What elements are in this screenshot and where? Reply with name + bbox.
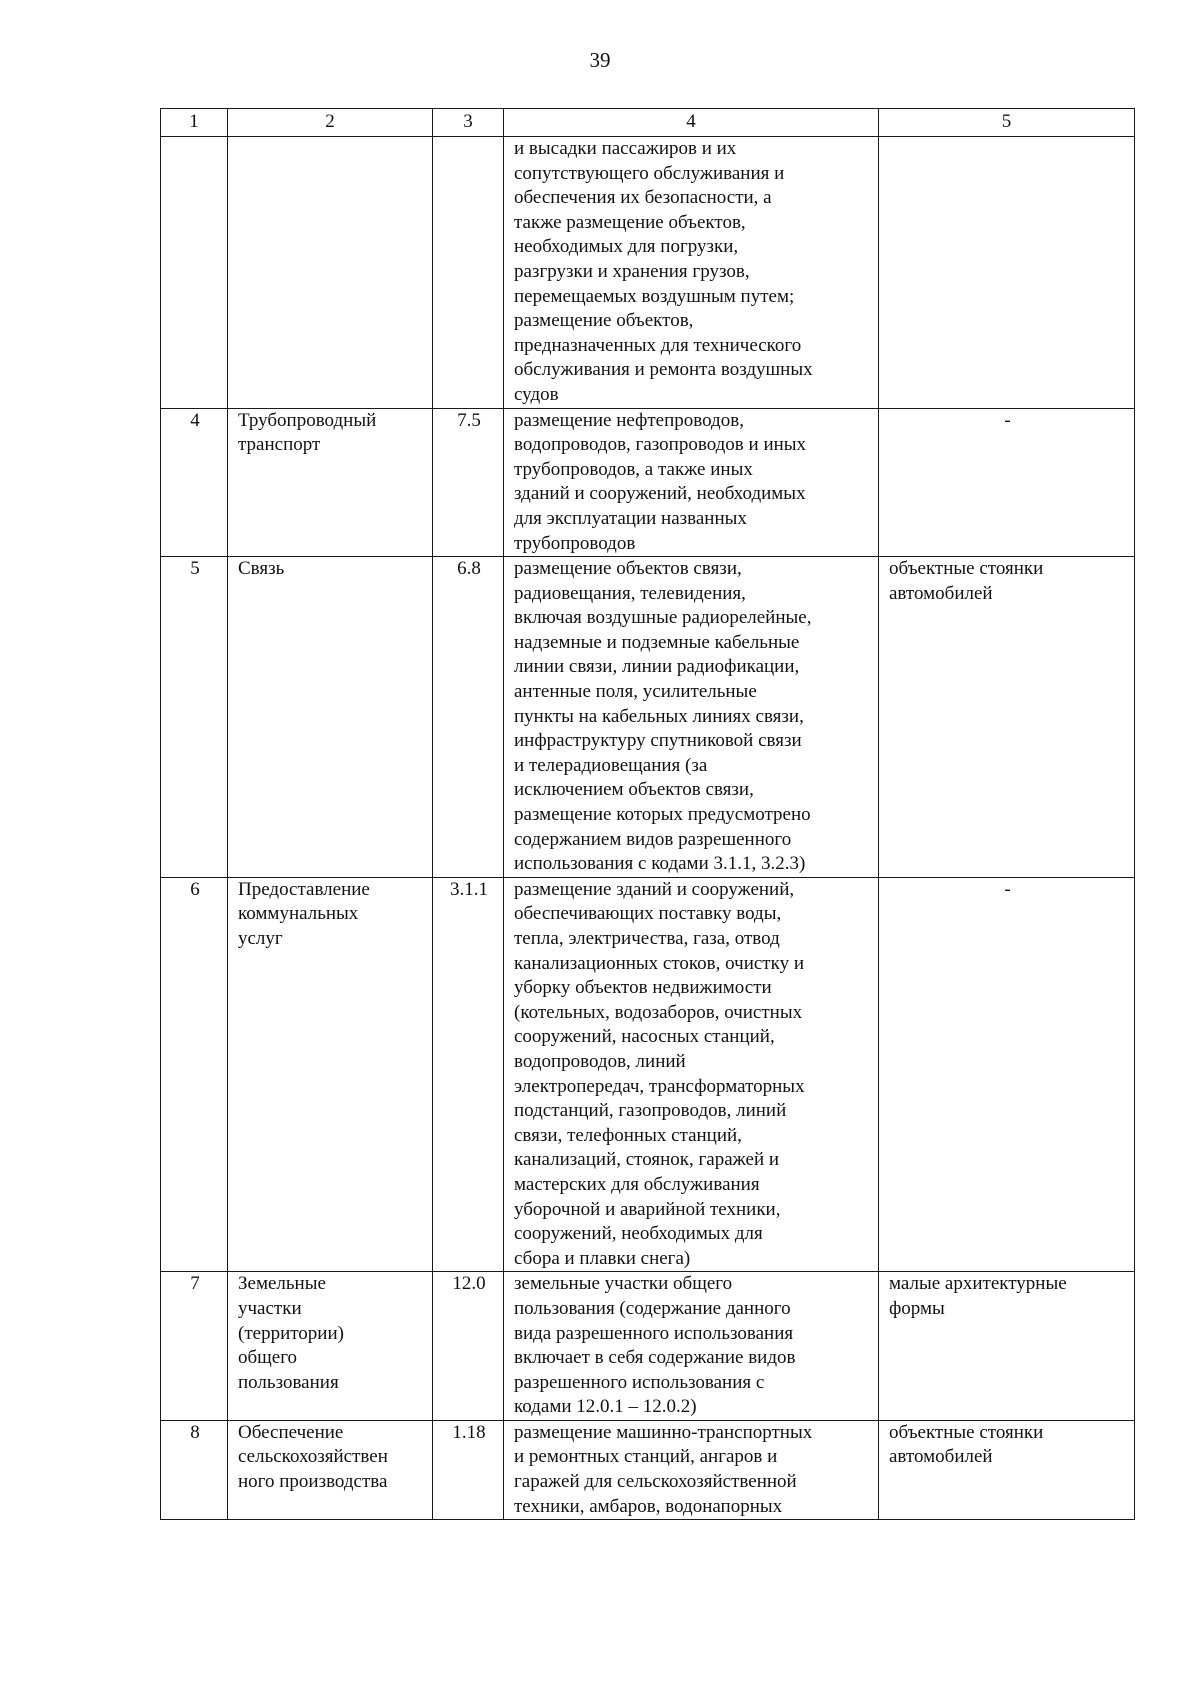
row-number-cell: 8 [161, 1420, 228, 1519]
use-type-name-line: Трубопроводный [238, 409, 377, 431]
auxiliary-use-line: автомобилей [889, 1446, 993, 1468]
table-row [161, 408, 1135, 557]
use-description-line: размещение нефтепроводов, [514, 409, 744, 431]
use-code-cell: 7.5 [433, 408, 504, 557]
table-row [161, 137, 1135, 409]
use-description-cell [504, 137, 879, 409]
use-description-line: сооружений, насосных станций, [514, 1026, 775, 1048]
use-description-line: кодами 12.0.1 – 12.0.2) [514, 1396, 697, 1418]
auxiliary-use-cell [879, 1420, 1135, 1519]
use-description-cell [504, 408, 879, 557]
use-description-line: размещение которых предусмотрено [514, 804, 811, 826]
use-description-line: размещение зданий и сооружений, [514, 878, 795, 900]
use-description-line: и телерадиовещания (за [514, 754, 708, 776]
use-type-name-line: транспорт [238, 434, 321, 456]
use-description-line: содержанием видов разрешенного [514, 828, 792, 850]
table-row [161, 877, 1135, 1272]
use-description-line: сопутствующего обслуживания и [514, 162, 785, 184]
use-description-cell [504, 1272, 879, 1421]
auxiliary-use-line: объектные стоянки [889, 1421, 1044, 1443]
use-type-name-line: услуг [238, 928, 283, 949]
use-description-line: включает в себя содержание видов [514, 1347, 796, 1369]
use-description-line: тепла, электричества, газа, отвод [514, 928, 780, 949]
use-code-cell: 6.8 [433, 557, 504, 878]
use-description-cell [504, 1420, 879, 1519]
use-type-name-cell [228, 557, 433, 878]
use-description-line: размещение объектов связи, [514, 558, 742, 580]
auxiliary-use-cell [879, 137, 1135, 409]
use-description-line: подстанций, газопроводов, линий [514, 1100, 787, 1122]
use-description-line: обеспечивающих поставку воды, [514, 903, 782, 925]
use-type-name-cell [228, 877, 433, 1272]
use-description-line: уборку объектов недвижимости [514, 977, 772, 999]
auxiliary-use-cell [879, 408, 1135, 557]
use-description-line: канализационных стоков, очистку и [514, 952, 804, 974]
use-description-line: предназначенных для технического [514, 334, 802, 356]
use-code-cell [433, 137, 504, 409]
use-description-line: размещение машинно-транспортных [514, 1421, 813, 1443]
use-description-cell [504, 557, 879, 878]
use-description-line: необходимых для погрузки, [514, 236, 739, 258]
use-description-line: и высадки пассажиров и их [514, 138, 737, 159]
use-description-line: гаражей для сельскохозяйственной [514, 1471, 797, 1493]
use-code-cell: 3.1.1 [433, 877, 504, 1272]
use-code-cell: 1.18 [433, 1420, 504, 1519]
row-number-cell: 4 [161, 408, 228, 557]
use-type-name-line: (территории) [238, 1322, 344, 1344]
use-type-name-line: Земельные [238, 1273, 326, 1295]
table-body [161, 137, 1135, 1520]
use-description-line: линии связи, линии радиофикации, [514, 656, 800, 678]
use-description-line: сбора и плавки снега) [514, 1247, 691, 1269]
column-header-3: 3 [433, 109, 504, 137]
use-description-line: включая воздушные радиорелейные, [514, 607, 812, 629]
table-row [161, 1272, 1135, 1421]
use-description-line: надземные и подземные кабельные [514, 631, 800, 653]
row-number-cell: 5 [161, 557, 228, 878]
use-description-line: уборочной и аварийной техники, [514, 1198, 781, 1220]
auxiliary-use-line: малые архитектурные [889, 1273, 1067, 1295]
use-description-line: судов [514, 383, 559, 405]
use-description-line: разгрузки и хранения грузов, [514, 260, 750, 282]
use-description-line: исключением объектов связи, [514, 779, 754, 801]
use-description-line: антенные поля, усилительные [514, 681, 757, 703]
column-header-5: 5 [879, 109, 1135, 137]
auxiliary-use-line: формы [889, 1297, 945, 1319]
use-description-line: связи, телефонных станций, [514, 1124, 742, 1146]
use-description-cell [504, 877, 879, 1272]
use-type-name-line: сельскохозяйствен [238, 1446, 388, 1468]
use-type-name-cell [228, 137, 433, 409]
use-description-line: трубопроводов [514, 532, 636, 554]
use-type-name-line: Предоставление [238, 878, 370, 900]
use-description-line: электропередач, трансформаторных [514, 1075, 805, 1097]
use-description-line: техники, амбаров, водонапорных [514, 1495, 783, 1517]
page-number: 39 [589, 48, 611, 72]
auxiliary-use-line: автомобилей [889, 582, 993, 604]
use-description-line: земельные участки общего [514, 1273, 733, 1295]
auxiliary-use-cell [879, 1272, 1135, 1421]
table-header-row [161, 109, 1135, 137]
use-description-line: размещение объектов, [514, 310, 694, 332]
use-description-line: радиовещания, телевидения, [514, 582, 746, 604]
use-description-line: водопроводов, газопроводов и иных [514, 434, 807, 456]
column-header-4: 4 [504, 109, 879, 137]
use-type-name-line: Связь [238, 558, 285, 580]
use-type-name-line: общего [238, 1347, 298, 1369]
row-number-cell: 6 [161, 877, 228, 1272]
land-use-table [160, 108, 1135, 1520]
auxiliary-use-line: - [1004, 409, 1011, 431]
use-type-name-line: Обеспечение [238, 1421, 344, 1443]
use-description-line: вида разрешенного использования [514, 1322, 794, 1344]
use-type-name-line: коммунальных [238, 903, 359, 925]
row-number-cell [161, 137, 228, 409]
use-description-line: перемещаемых воздушным путем; [514, 285, 795, 307]
use-description-line: обслуживания и ремонта воздушных [514, 359, 813, 381]
use-description-line: также размещение объектов, [514, 211, 746, 233]
column-header-1: 1 [161, 109, 228, 137]
table-row [161, 557, 1135, 878]
auxiliary-use-cell [879, 557, 1135, 878]
use-description-line: канализаций, стоянок, гаражей и [514, 1149, 780, 1171]
use-description-line: зданий и сооружений, необходимых [514, 483, 806, 505]
use-code-cell: 12.0 [433, 1272, 504, 1421]
auxiliary-use-line: - [1004, 878, 1011, 900]
row-number-cell: 7 [161, 1272, 228, 1421]
use-description-line: пользования (содержание данного [514, 1297, 791, 1319]
use-description-line: сооружений, необходимых для [514, 1223, 763, 1245]
auxiliary-use-line: объектные стоянки [889, 558, 1044, 580]
use-type-name-line: ного производства [238, 1471, 388, 1493]
use-description-line: инфраструктуру спутниковой связи [514, 730, 802, 752]
use-type-name-line: пользования [238, 1371, 339, 1393]
use-description-line: и ремонтных станций, ангаров и [514, 1446, 778, 1468]
use-description-line: (котельных, водозаборов, очистных [514, 1001, 803, 1023]
use-description-line: мастерских для обслуживания [514, 1173, 760, 1195]
column-header-2: 2 [228, 109, 433, 137]
use-description-line: разрешенного использования с [514, 1371, 765, 1393]
use-description-line: пункты на кабельных линиях связи, [514, 705, 804, 727]
use-type-name-cell [228, 1420, 433, 1519]
use-description-line: использования с кодами 3.1.1, 3.2.3) [514, 853, 806, 875]
table-row [161, 1420, 1135, 1519]
use-type-name-cell [228, 1272, 433, 1421]
auxiliary-use-cell [879, 877, 1135, 1272]
use-type-name-cell [228, 408, 433, 557]
use-description-line: для эксплуатации названных [514, 507, 747, 529]
use-description-line: водопроводов, линий [514, 1050, 686, 1072]
use-description-line: обеспечения их безопасности, а [514, 187, 772, 209]
use-type-name-line: участки [238, 1297, 302, 1319]
use-description-line: трубопроводов, а также иных [514, 458, 753, 480]
